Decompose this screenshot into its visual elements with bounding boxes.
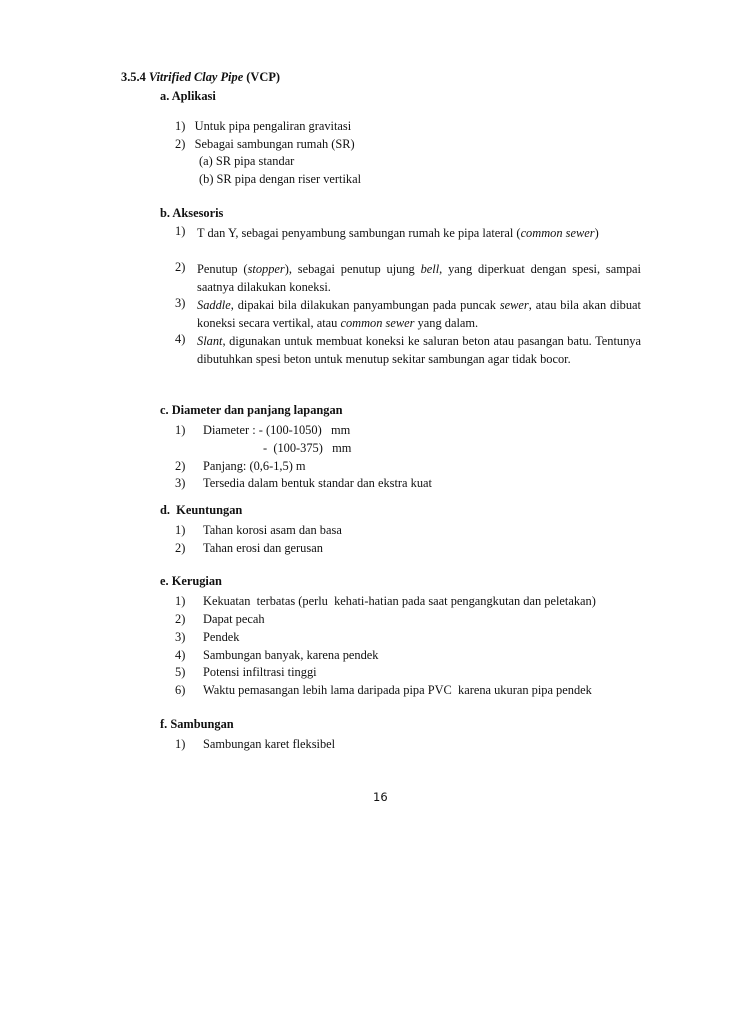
subsection-e-label: e. Kerugian: [160, 574, 222, 588]
item-text: Panjang: (0,6-1,5) m: [203, 459, 306, 473]
subsection-b-label: b. Aksesoris: [160, 206, 224, 220]
sub-item: (a) SR pipa standar: [199, 154, 295, 168]
item-number: 2): [175, 612, 186, 626]
list-item: [175, 681, 592, 699]
list-item: [175, 735, 335, 753]
item-text: , dipakai bila dilakukan panyambungan pada puncak: [230, 298, 500, 312]
item-number: 2): [175, 260, 186, 274]
item-text: Dapat pecah: [203, 612, 265, 626]
list-item: [175, 646, 378, 664]
item-text-italic: sewer: [499, 298, 529, 312]
item-text-italic: Slant: [197, 334, 223, 348]
list-item: [197, 224, 641, 242]
list-item: [175, 421, 350, 439]
item-text: Waktu pemasangan lebih lama daripada pipa PVC karena ukuran pipa pendek: [203, 683, 592, 697]
list-item: [175, 663, 317, 681]
list-item: [197, 296, 641, 332]
list-item: [175, 539, 323, 557]
item-number: 4): [175, 332, 186, 346]
item-number: 5): [175, 665, 186, 679]
list-item: [175, 592, 596, 610]
item-number: 3): [175, 476, 186, 490]
item-text: Tersedia dalam bentuk standar dan ekstra kuat: [203, 476, 432, 490]
item-number: 1): [175, 119, 186, 133]
item-number: 3): [175, 630, 186, 644]
item-number: 1): [175, 423, 186, 437]
item-number: 2): [175, 541, 186, 555]
sub-item: (b) SR pipa dengan riser vertikal: [199, 172, 362, 186]
item-number: 1): [175, 737, 186, 751]
item-text: Penutup (: [197, 262, 248, 276]
section-heading: [121, 70, 280, 85]
item-text: , digunakan untuk membuat koneksi ke saluran beton atau pasangan batu. Tentunya dibutuhkan spesi beton untuk menutup sekitar sambungan agar tidak bocor.: [197, 334, 641, 366]
item-text: Kekuatan terbatas (perlu kehati-hatian pada saat pengangkutan dan peletakan): [203, 594, 596, 608]
item-number: 2): [175, 459, 186, 473]
section-title-italic: Vitrified Clay Pipe: [148, 70, 244, 84]
list-item: [175, 610, 265, 628]
item-text: Sambungan banyak, karena pendek: [203, 648, 379, 662]
subsection-f-label: f. Sambungan: [160, 717, 234, 731]
item-text-italic: bell: [420, 262, 440, 276]
item-number: 6): [175, 683, 186, 697]
item-number: 1): [175, 224, 186, 238]
list-item: [197, 332, 641, 368]
list-item: [175, 457, 306, 475]
section-title-rest: (VCP): [246, 70, 281, 84]
item-text: - (100-375) mm: [263, 441, 352, 455]
subsection-c-label: c. Diameter dan panjang lapangan: [160, 403, 343, 417]
list-item: [263, 439, 351, 457]
item-text: Diameter : - (100-1050) mm: [203, 423, 351, 437]
item-text-italic: Saddle: [197, 298, 231, 312]
item-text: yang dalam.: [414, 316, 479, 330]
item-text: T dan Y, sebagai penyambung sambungan rumah ke pipa lateral (: [197, 226, 521, 240]
item-text: Pendek: [203, 630, 240, 644]
item-text: Tahan erosi dan gerusan: [203, 541, 323, 555]
item-text: ), sebagai penutup ujung: [284, 262, 421, 276]
item-text-italic: common sewer: [520, 226, 595, 240]
item-text: Untuk pipa pengaliran gravitasi: [194, 119, 352, 133]
list-item: [175, 521, 342, 539]
list-item: [175, 628, 239, 646]
page-number: 16: [373, 790, 388, 804]
list-item: [175, 117, 351, 135]
list-item: [197, 260, 641, 296]
list-item: [175, 135, 355, 153]
item-text-italic: common sewer: [340, 316, 415, 330]
subsection-d-label: d. Keuntungan: [160, 503, 243, 517]
item-text: Sebagai sambungan rumah (SR): [194, 137, 355, 151]
section-number: 3.5.4: [121, 70, 146, 84]
item-text: , yang diperkuat dengan spesi, sampai saatnya dilakukan koneksi.: [197, 262, 641, 294]
item-number: 1): [175, 594, 186, 608]
item-number: 4): [175, 648, 186, 662]
item-number: 2): [175, 137, 186, 151]
item-text: , atau bila akan dibuat koneksi secara vertikal, atau: [197, 298, 641, 330]
item-text: Tahan korosi asam dan basa: [203, 523, 342, 537]
list-item: [175, 474, 432, 492]
subsection-a-label: a. Aplikasi: [160, 89, 216, 103]
item-text: Sambungan karet fleksibel: [203, 737, 336, 751]
item-text: ): [594, 226, 599, 240]
item-number: 1): [175, 523, 186, 537]
item-text: Potensi infiltrasi tinggi: [203, 665, 317, 679]
item-number: 3): [175, 296, 186, 310]
item-text-italic: stopper: [247, 262, 285, 276]
